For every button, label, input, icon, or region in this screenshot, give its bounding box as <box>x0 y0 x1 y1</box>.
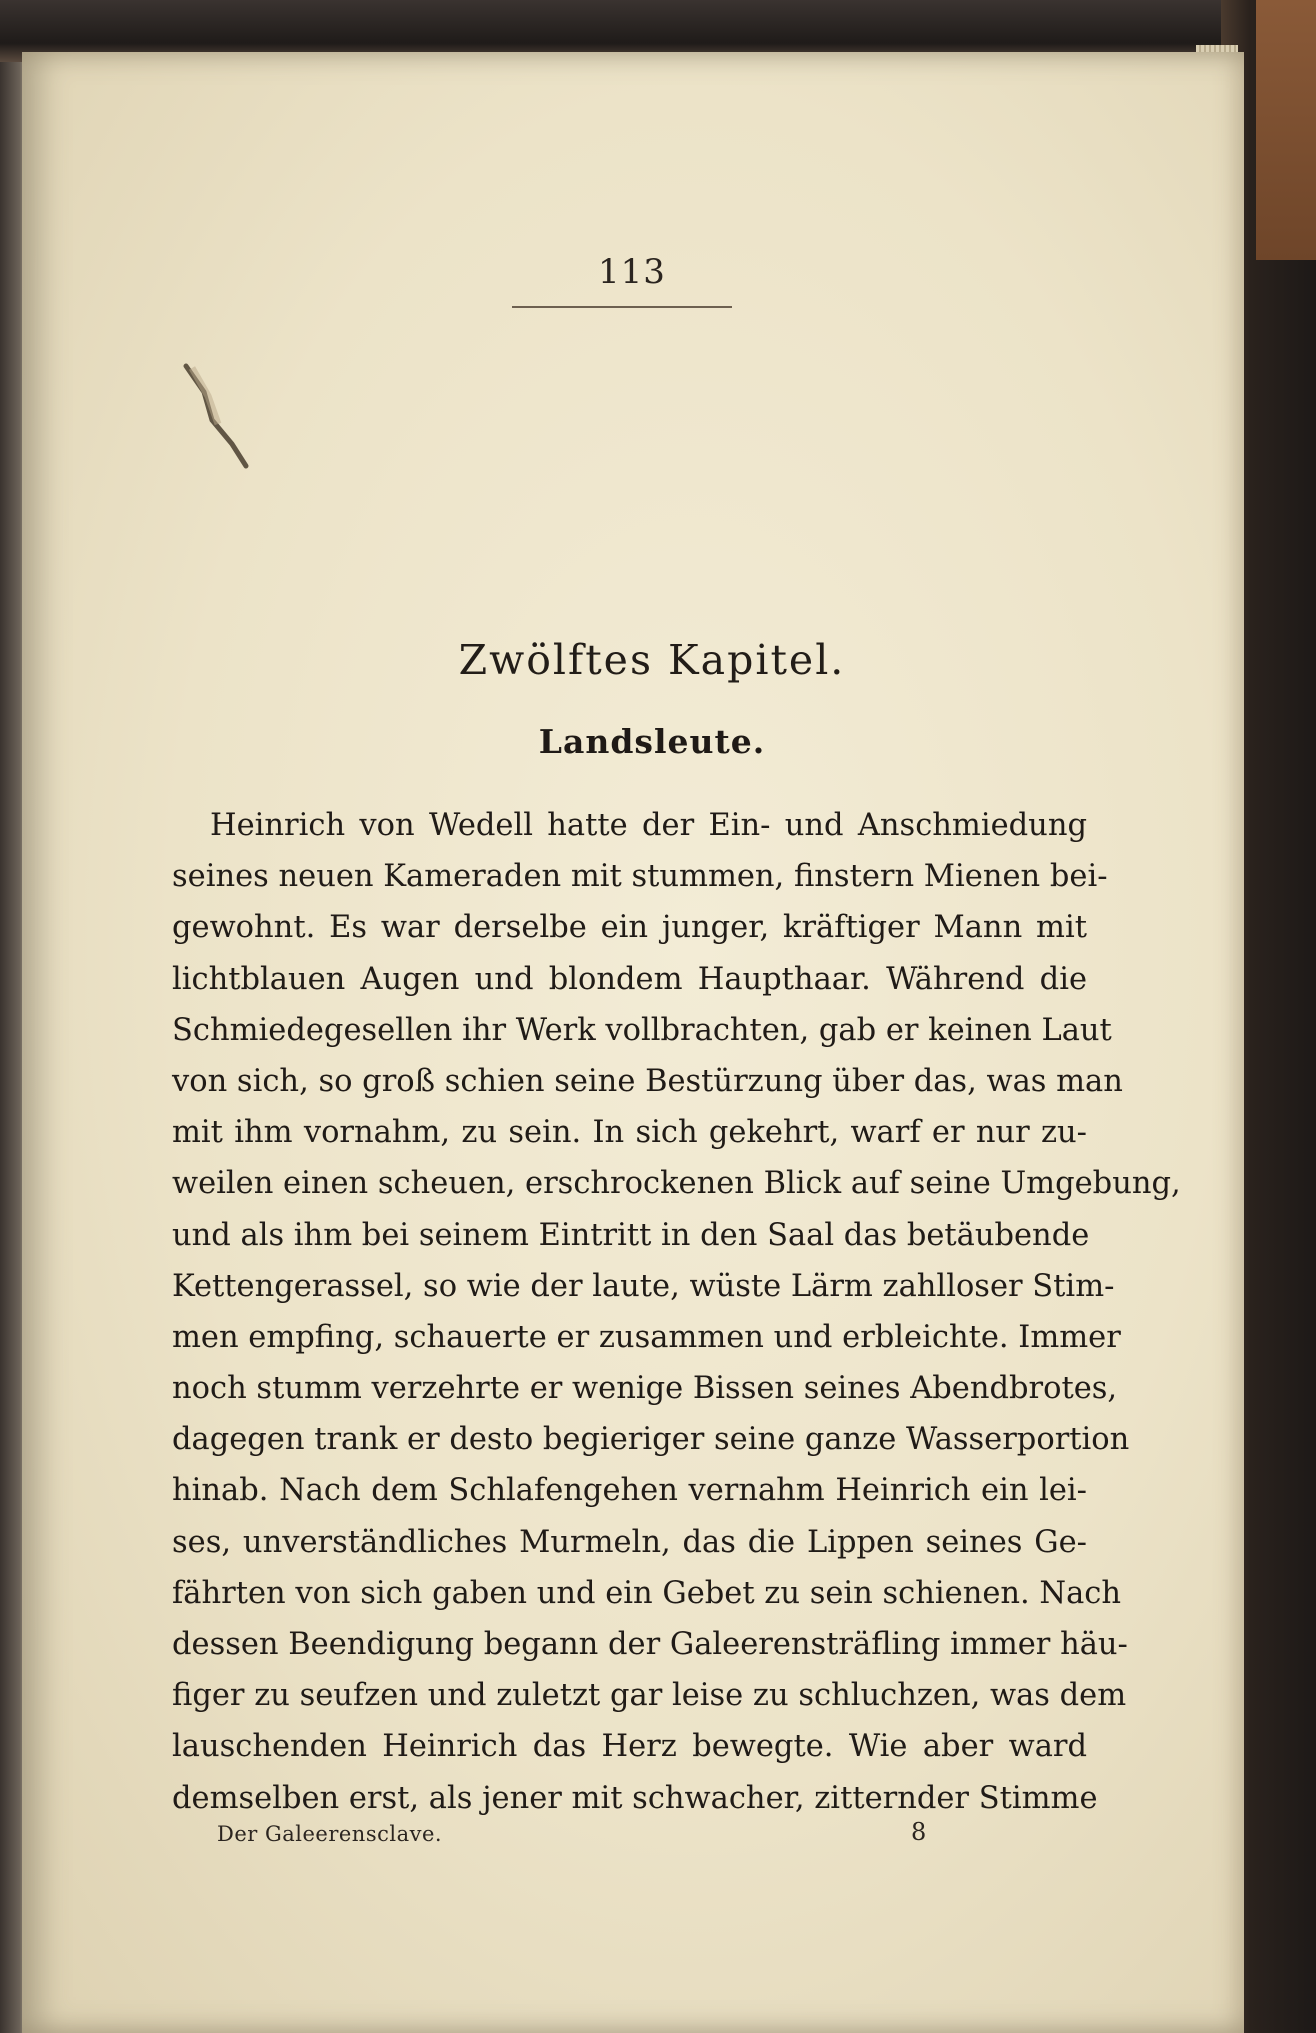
text-line: Heinrich von Wedell hatte der Ein- und Anschmiedung <box>210 808 1087 843</box>
footer-sheet-number: 8 <box>911 1818 927 1846</box>
text-line: gewohnt. Es war derselbe ein junger, kräftiger Mann mit <box>172 910 1087 946</box>
text-line: lauschenden Heinrich das Herz bewegte. Wie aber ward <box>172 1729 1087 1765</box>
text-line: ses, unverständliches Murmeln, das die Lippen seines Ge- <box>172 1524 1087 1560</box>
text-line: hinab. Nach dem Schlafengehen vernahm Heinrich ein lei- <box>172 1473 1087 1509</box>
text-line: lichtblauen Augen und blondem Haupthaar. Während die <box>172 961 1087 997</box>
text-line: demselben erst, als jener mit schwacher, zitternder Stimme <box>172 1780 1098 1816</box>
footer-signature: Der Galeerensclave. <box>217 1822 443 1846</box>
chapter-title: Zwölftes Kapitel. <box>458 636 846 684</box>
text-line: von sich, so groß schien seine Bestürzung über das, was man <box>172 1063 1123 1099</box>
body-text <box>172 800 1181 1824</box>
section-title: Landsleute. <box>538 722 766 761</box>
text-line: dessen Beendigung begann der Galeerensträfling immer häu- <box>172 1627 1128 1662</box>
text-line: figer zu seufzen und zuletzt gar leise zu schluchzen, was dem <box>172 1678 1127 1714</box>
text-line: weilen einen scheuen, erschrockenen Blick auf seine Umgebung, <box>172 1166 1181 1202</box>
text-line: men empfing, schauerte er zusammen und erbleichte. Immer <box>172 1319 1121 1355</box>
page-number: 113 <box>598 252 666 292</box>
text-line: Schmiedegesellen ihr Werk vollbrachten, gab er keinen Laut <box>172 1012 1112 1048</box>
text-line: mit ihm vornahm, zu sein. In sich gekehrt, warf er nur zu- <box>172 1115 1087 1151</box>
text-line: fährten von sich gaben und ein Gebet zu sein schienen. Nach <box>172 1575 1122 1611</box>
text-line: und als ihm bei seinem Eintritt in den Saal das betäubende <box>172 1217 1090 1253</box>
leather-cover-corner <box>1256 0 1316 260</box>
text-line: seines neuen Kameraden mit stummen, finstern Mienen bei- <box>172 859 1108 895</box>
book-page <box>22 52 1244 2033</box>
ink-stain-mark <box>182 362 252 472</box>
text-line: Kettengerassel, so wie der laute, wüste Lärm zahlloser Stim- <box>172 1268 1115 1304</box>
text-line: dagegen trank er desto begieriger seine ganze Wasserportion <box>172 1422 1130 1458</box>
header-rule <box>512 306 732 308</box>
text-line: noch stumm verzehrte er wenige Bissen seines Abendbrotes, <box>172 1371 1118 1407</box>
